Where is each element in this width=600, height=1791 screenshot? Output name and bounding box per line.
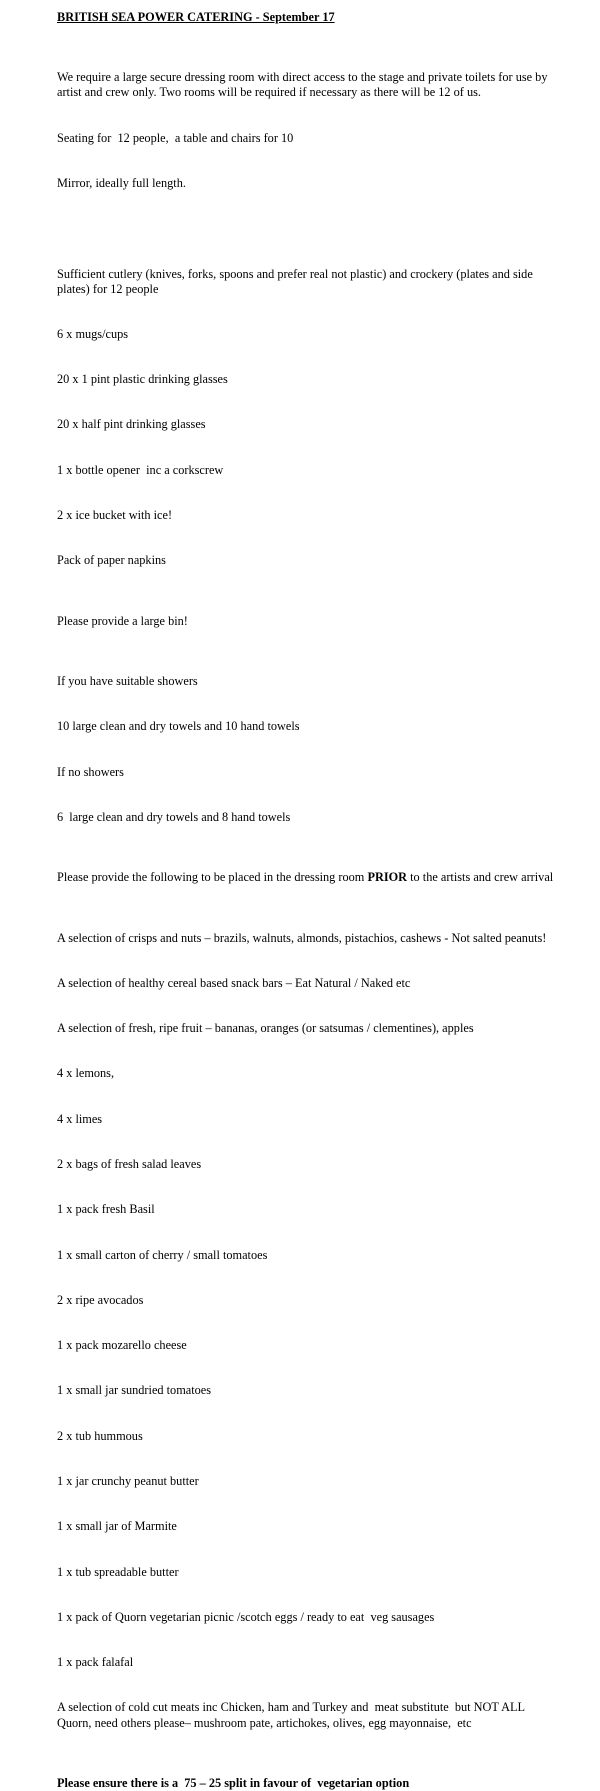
vegetarian-split-note: Please ensure there is a 75 – 25 split in favour of vegetarian option [57,1775,410,1790]
food-item: 1 x small jar sundried tomatoes [57,1383,212,1398]
cutlery-item: 20 x 1 pint plastic drinking glasses [57,372,228,387]
food-item: A selection of healthy cereal based snack bars – Eat Natural / Naked etc [57,975,411,990]
cutlery-item: Sufficient cutlery (knives, forks, spoons and prefer real not plastic) and crockery (plates and side plates) for 12 people [57,266,536,296]
prior-note [57,870,557,885]
bin-request: Please provide a large bin! [57,613,188,628]
prior-note-emphasis: PRIOR [367,870,408,885]
food-item: 2 x ripe avocados [57,1292,144,1307]
cutlery-item: 1 x bottle opener inc a corkscrew [57,462,224,477]
food-item: 1 x pack of Quorn vegetarian picnic /scotch eggs / ready to eat veg sausages [57,1609,435,1624]
food-item: 1 x jar crunchy peanut butter [57,1474,199,1488]
food-item: 1 x small jar of Marmite [57,1519,177,1534]
cutlery-item: 2 x ice bucket with ice! [57,508,173,522]
food-item: 4 x lemons, [57,1066,115,1081]
towel-item: 6 large clean and dry towels and 8 hand towels [57,809,291,824]
food-item: 1 x small carton of cherry / small tomatoes [57,1247,268,1262]
towel-item: If no showers [57,764,124,779]
prior-note-after: to the artists and crew arrival [407,870,554,885]
cutlery-section [57,236,557,598]
food-item: A selection of cold cut meats inc Chicken, ham and Turkey and meat substitute but NOT ALL Quorn, need others please– mushroom pate, artichokes, olives, egg mayonnaise, etc [57,1700,528,1730]
food-item: 1 x pack falafal [57,1655,134,1670]
cutlery-item: 6 x mugs/cups [57,326,129,341]
food-item: A selection of fresh, ripe fruit – bananas, oranges (or satsumas / clementines), apples [57,1021,474,1036]
towels-section [57,644,557,855]
food-item: A selection of crisps and nuts – brazils, walnuts, almonds, pistachios, cashews - Not salted peanuts! [57,930,547,945]
cutlery-item: 20 x half pint drinking glasses [57,417,206,432]
food-section [57,900,557,1760]
mirror-requirement: Mirror, ideally full length. [57,175,186,190]
prior-note-before: Please provide the following to be placed in the dressing room [57,870,368,885]
document-title: BRITISH SEA POWER CATERING - September 17 [57,10,335,24]
food-item: 2 x bags of fresh salad leaves [57,1157,202,1172]
towel-item: If you have suitable showers [57,674,198,689]
food-item: 2 x tub hummous [57,1428,143,1443]
rider-document [57,10,557,1791]
food-item: 4 x limes [57,1111,103,1126]
cutlery-item: Pack of paper napkins [57,553,166,568]
food-item: 1 x pack fresh Basil [57,1202,155,1217]
food-item: 1 x tub spreadable butter [57,1564,179,1579]
food-item: 1 x pack mozarello cheese [57,1338,187,1353]
towel-item: 10 large clean and dry towels and 10 hand towels [57,719,300,734]
dressing-room-section [57,40,557,221]
dressing-room-requirement: We require a large secure dressing room with direct access to the stage and private toilets for use by artist and crew only. Two rooms will be required if necessary as there will be 12 of us. [57,70,551,100]
seating-requirement: Seating for 12 people, a table and chairs for 10 [57,130,294,145]
